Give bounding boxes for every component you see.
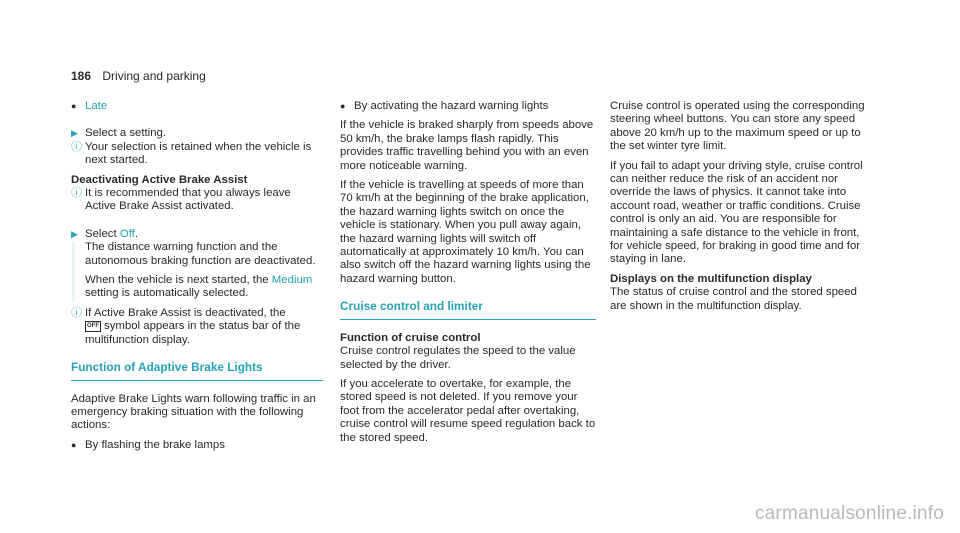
note-retained (71, 141, 323, 168)
paragraph: Adaptive Brake Lights warn following traffic in an emergency braking situation with the following actions: (71, 392, 316, 432)
brake-assist-off-symbol-icon: OFF (85, 321, 101, 332)
paragraph: Cruise control is operated using the corresponding steering wheel buttons. You can store any speed above 20 km/h up to the maximum speed or up to the set winter tyre limit. (610, 100, 865, 153)
info-icon: ⓘ (71, 140, 82, 153)
column-left (71, 100, 323, 452)
bullet-dot-icon: ● (340, 101, 346, 111)
section-cruise-control: Cruise control and limiter (340, 300, 596, 319)
list-item-flash (71, 439, 323, 452)
option-medium: Medium (271, 274, 313, 287)
note-text (85, 307, 323, 347)
step-text (85, 228, 323, 241)
list-item-text: By activating the hazard warning lights (354, 100, 549, 112)
note-text: Your selection is retained when the vehicle is next started. (85, 140, 312, 167)
step-select-prefix: Select (85, 227, 120, 240)
step-text: Select a setting. (85, 127, 167, 140)
step-result (72, 241, 323, 301)
paragraph: If you fail to adapt your driving style, cruise control can neither reduce the risk of an accident nor override the laws of physics. It cannot take into account road, weather or traffic conditions. Cruise control is only an aid. You are responsible for maintaining a safe distance to the vehicle in front, for vehicle speed, for braking in good time and for staying in lane. (610, 159, 863, 266)
section-adaptive-brake-lights: Function of Adaptive Brake Lights (71, 361, 323, 380)
step-select-suffix: . (134, 227, 138, 240)
info-icon: ⓘ (71, 306, 82, 319)
medium-suffix: setting is automatically selected. (85, 287, 249, 300)
note-line-2: symbol appears in the status bar of the multifunction display. (85, 320, 301, 346)
option-late: Late (85, 100, 108, 112)
watermark: carmanualsonline.info (754, 503, 944, 524)
page-section-title: Driving and parking (102, 69, 206, 83)
medium-prefix: When the vehicle is next started, the (85, 274, 272, 287)
subheading-function: Function of cruise control (340, 331, 481, 344)
paragraph: If you accelerate to overtake, for example, the stored speed is not deleted. If you remove your foot from the accelerator pedal after overtaking, cruise control will resume speed regulation back to the stored speed. (340, 377, 596, 444)
note-text: It is recommended that you always leave Active Brake Assist activated. (85, 187, 291, 213)
step-arrow-icon: ▶ (71, 128, 78, 139)
bullet-dot-icon: ● (71, 439, 77, 450)
column-right (610, 100, 872, 313)
step-result-medium (85, 274, 323, 301)
note-deactivated (71, 307, 323, 347)
page-header (71, 69, 206, 83)
heading-deactivating: Deactivating Active Brake Assist (71, 173, 248, 186)
column-middle (340, 100, 596, 445)
step-arrow-icon: ▶ (71, 228, 78, 239)
step-select-off (71, 228, 323, 241)
info-icon: ⓘ (71, 187, 82, 200)
bullet-dot-icon: ● (71, 101, 77, 111)
list-item-text: By flashing the brake lamps (85, 438, 225, 451)
note-recommended (71, 187, 323, 214)
paragraph: Cruise control regulates the speed to the value selected by the driver. (340, 345, 576, 371)
list-item-hazard (340, 100, 596, 113)
list-item-late (71, 100, 323, 113)
option-off: Off (119, 227, 135, 240)
paragraph: The status of cruise control and the stored speed are shown in the multifunction display. (610, 286, 857, 312)
paragraph: If the vehicle is braked sharply from speeds above 50 km/h, the brake lamps flash rapidly. This provides traffic travelling behind you with an even more noticeable warning. (340, 119, 594, 172)
paragraph: If the vehicle is travelling at speeds of more than 70 km/h at the beginning of the brake application, the hazard warning lights switch on once the vehicle is stationary. When you pull away again, the hazard warning lights will switch off automatically at approximately 10 km/h. You can also switch off the hazard warning lights using the hazard warning button. (340, 179, 591, 285)
step-result-text: The distance warning function and the autonomous braking function are deactivated. (85, 241, 316, 267)
step-select-setting (71, 127, 323, 140)
page-number: 186 (71, 69, 92, 83)
note-line-1: If Active Brake Assist is deactivated, the (85, 306, 286, 319)
subheading-displays: Displays on the multifunction display (610, 272, 812, 285)
